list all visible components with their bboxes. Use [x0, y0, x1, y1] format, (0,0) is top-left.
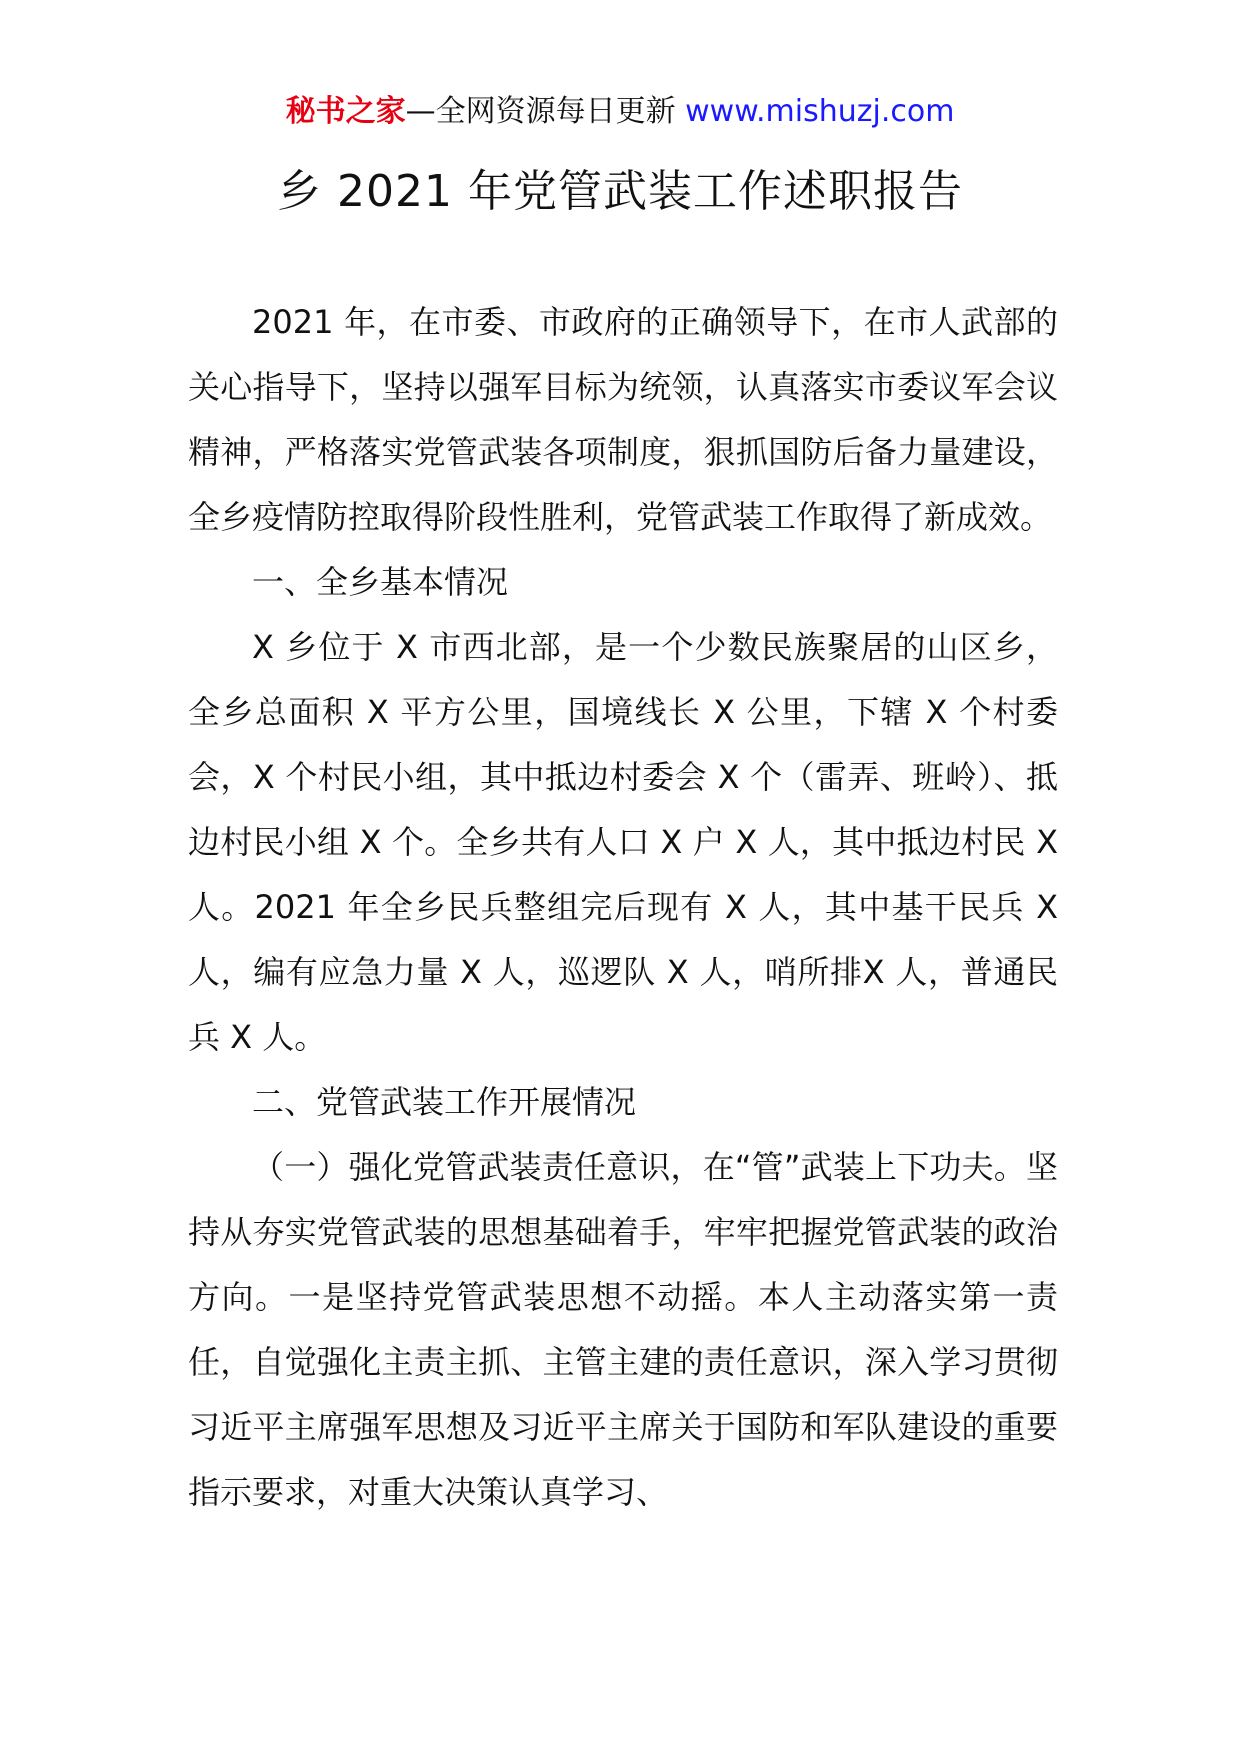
- brand-name: 秘书之家: [285, 94, 406, 129]
- section-heading-1: 一、全乡基本情况: [252, 563, 509, 601]
- paragraph-intro: 2021 年，在市委、市政府的正确领导下，在市人武部的关心指导下，坚持以强军目标为统领，认真落实市委议军会议精神，严格落实党管武装各项制度，狠抓国防后备力量建设，全乡疫情防控取得阶段性胜利，党管武装工作取得了新成效。: [188, 303, 1058, 536]
- site-url-link[interactable]: www.mishuzj.com: [685, 94, 955, 129]
- document-body: [188, 290, 1058, 1525]
- section-heading-2: 二、党管武装工作开展情况: [252, 1083, 637, 1121]
- header-tagline: —全网资源每日更新: [405, 94, 676, 129]
- paragraph-responsibility: （一）强化党管武装责任意识，在“管”武装上下功夫。坚持从夯实党管武装的思想基础着手，牢牢把握党管武装的政治方向。一是坚持党管武装思想不动摇。本人主动落实第一责任，自觉强化主责主抓、主管主建的责任意识，深入学习贯彻习近平主席强军思想及习近平主席关于国防和军队建设的重要指示要求，对重大决策认真学习、: [188, 1148, 1058, 1511]
- document-title: 乡 2021 年党管武装工作述职报告: [277, 166, 963, 217]
- site-header: [0, 92, 1240, 132]
- paragraph-basic-info: X 乡位于 X 市西北部，是一个少数民族聚居的山区乡，全乡总面积 X 平方公里，国境线长 X 公里，下辖 X 个村委会，X 个村民小组，其中抵边村委会 X 个（雷弄、班岭）、抵边村民小组 X 个。全乡共有人口 X 户 X 人，其中抵边村民 X 人。2021 年全乡民兵整组完后现有 X 人，其中基干民兵 X 人，编有应急力量 X 人，巡逻队 X 人，哨所排X 人，普通民兵 X 人。: [188, 628, 1058, 1056]
